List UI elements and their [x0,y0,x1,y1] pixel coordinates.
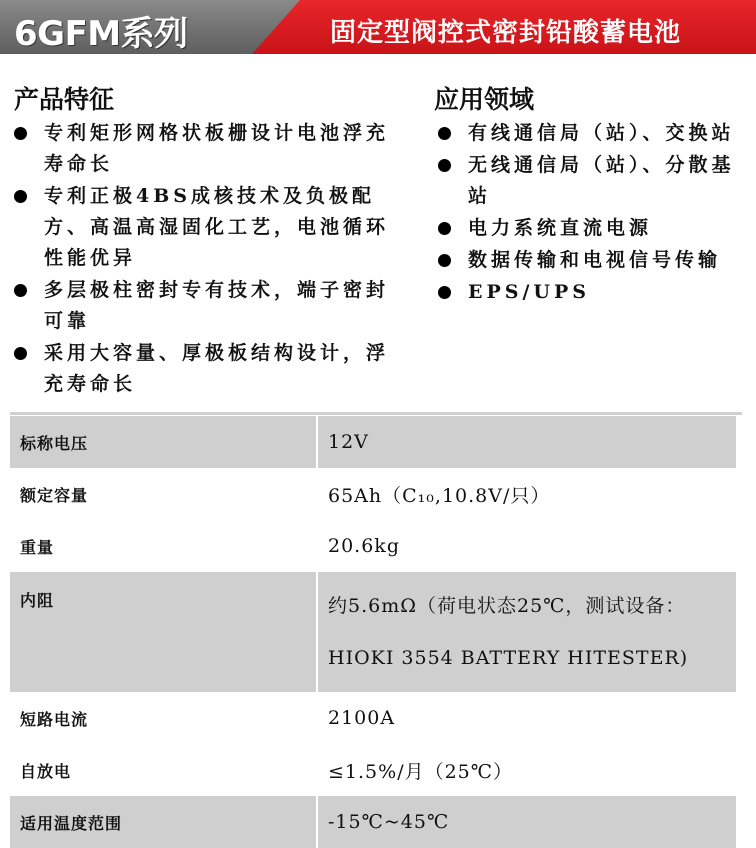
application-item: 数据传输和电视信号传输 [434,245,744,276]
spec-value-line: HIOKI 3554 BATTERY HITESTER) [328,647,689,669]
application-item: 电力系统直流电源 [434,213,744,244]
spec-label: 自放电 [10,744,317,796]
spec-label: 短路电流 [10,692,317,744]
feature-item: 专利矩形网格状板栅设计电池浮充寿命长 [10,118,398,180]
section-divider [10,412,742,415]
feature-item: 采用大容量、厚极板结构设计，浮充寿命长 [10,338,398,400]
feature-item: 多层极柱密封专有技术，端子密封可靠 [10,275,398,337]
spec-label: 重量 [10,520,317,572]
table-row [10,692,736,744]
bullet-icon [438,159,451,172]
header-banner [0,0,756,54]
spec-value: 20.6kg [317,520,736,572]
features-list [10,118,398,401]
table-row [10,520,736,572]
bullet-icon [14,347,27,360]
application-item: EPS/UPS [434,277,744,308]
spec-value-line: 约5.6mΩ（荷电状态25℃，测试设备： [328,595,686,617]
bullet-icon [14,190,27,203]
bullet-icon [438,222,451,235]
application-item: 无线通信局（站）、分散基站 [434,150,744,212]
spec-label: 适用温度范围 [10,796,317,848]
table-row [10,468,736,520]
spec-label: 额定容量 [10,468,317,520]
applications-heading: 应用领域 [434,85,535,114]
bullet-icon [14,127,27,140]
table-row [10,416,736,468]
spec-value: -15℃~45℃ [317,796,736,848]
spec-value: ≤1.5%/月（25℃） [317,744,736,796]
product-title: 固定型阀控式密封铅酸蓄电池 [330,18,682,48]
application-item: 有线通信局（站）、交换站 [434,118,744,149]
spec-label: 标称电压 [10,416,317,468]
table-row [10,572,736,692]
bullet-icon [438,127,451,140]
spec-table [10,416,736,848]
bullet-icon [438,254,451,267]
series-title: 6GFM系列 [14,14,188,54]
bullet-icon [14,284,27,297]
spec-value [317,572,736,692]
bullet-icon [438,286,451,299]
spec-value: 12V [317,416,736,468]
spec-value: 2100A [317,692,736,744]
table-row [10,796,736,848]
spec-value: 65Ah（C₁₀,10.8V/只） [317,468,736,520]
spec-label: 内阻 [10,572,317,692]
table-row [10,744,736,796]
features-heading: 产品特征 [14,85,115,114]
applications-list [434,118,744,309]
feature-item: 专利正极4BS成核技术及负极配方、高温高湿固化工艺，电池循环性能优异 [10,181,398,274]
